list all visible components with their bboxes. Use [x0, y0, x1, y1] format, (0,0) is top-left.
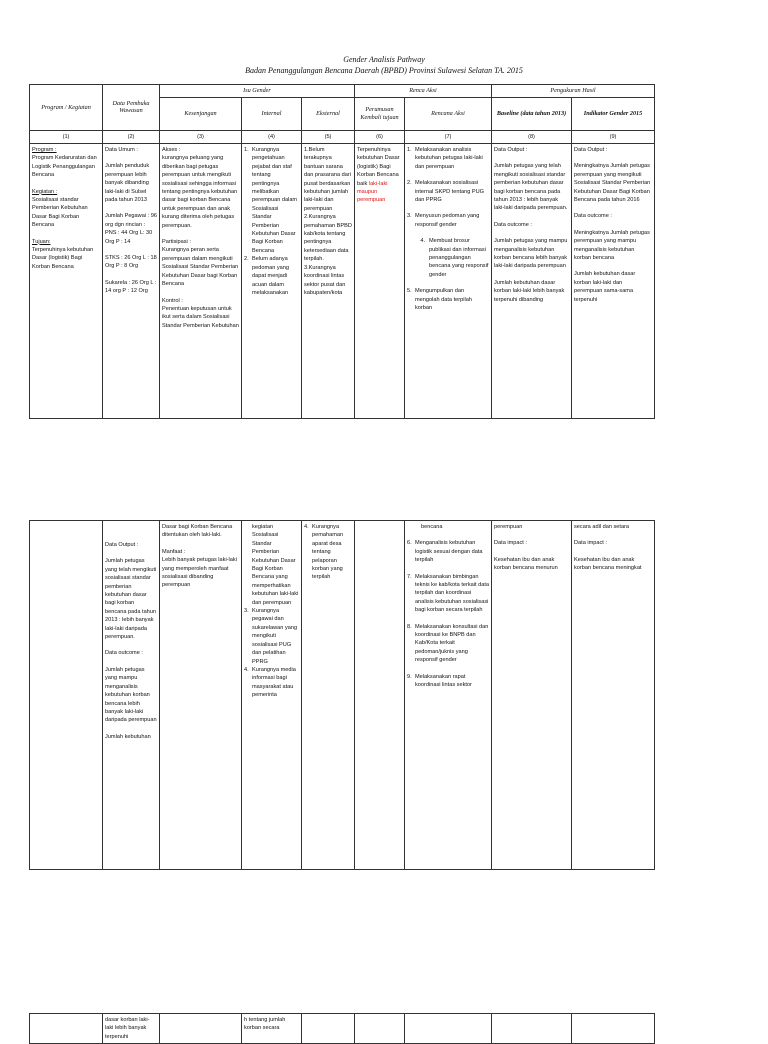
data-umum-text: Jumlah penduduk perempuan lebih banyak dibanding laki-laki di Sulsel pada tahun 2013 — [105, 163, 150, 204]
header-isu-gender: Isu Gender — [160, 85, 355, 98]
data-impact-label: Data impact : — [494, 540, 527, 547]
list-item: 4. Membuat brosur publikasi dan informasi penanggulangan bencana yang responsif gender — [420, 238, 489, 278]
column-number: (2) — [103, 130, 160, 143]
data-impact-text: Kesehatan ibu dan anak korban bencana meningkat — [574, 556, 642, 572]
baseline-continued: perempuan — [494, 524, 523, 530]
header-internal: Internal — [242, 97, 302, 130]
list-item: 6. Menganalisis kebutuhan logistik sesuai dengan data terpilah — [407, 540, 483, 564]
cell-baseline — [492, 144, 572, 419]
data-output-text: Jumlah petugas yang telah mengikuti sosialisasi standar pemberian kebutuhan dasar bagi korban bencana pada tahun 2013 : lebih banyak laki-laki daripada perempuan. — [494, 163, 568, 212]
list-item: 8. Melaksanakan konsultasi dan koordinasi ke BNPB dan Kab/Kota terkait pedoman/juknis yang responsif gender — [407, 623, 489, 664]
data-outcome-label: Data outcome : — [105, 650, 143, 657]
sukarela-text: Sukarela : 26 Org L : 14 org P : 12 Org — [105, 279, 157, 295]
gap-table-page-3 — [29, 1013, 655, 1044]
data-outcome-label: Data outcome : — [574, 213, 612, 220]
list-item: 3.Kurangnya koordinasi lintas sektor pusat dan kabupaten/kota — [304, 264, 346, 296]
cell-eksternal — [302, 521, 355, 870]
data-umum-label: Data Umum : — [105, 147, 138, 153]
header-pengukuran: Pengukuran Hasil — [492, 85, 655, 98]
cell-kesenjangan — [160, 144, 242, 419]
data-output-label: Data Output : — [574, 147, 608, 153]
cell-data-pembuka — [103, 521, 160, 870]
list-item: 2. Belum adanya pedoman yang dapat menjadi acuan dalam melaksanakan — [244, 256, 290, 296]
column-number: (8) — [492, 130, 572, 143]
list-item: 3. Kurangnya pegawai dan sukarelawan yang mengikuti sosialisasi PUG dan pelatihan PPRG — [244, 608, 298, 665]
kegiatan-text: Sosialisasi standar Pemberian Kebutuhan Dasar Bagi Korban Bencana — [32, 197, 88, 229]
list-item: 2.Kurangnya pemahaman BPBD kab/kota tentang pentingnya ketersediaan data terpilah. — [304, 214, 352, 263]
data-outcome-text: Jumlah petugas yang mampu menganalisis kebutuhan korban bencana lebih banyak laki-laki daripada perempuan — [105, 666, 157, 724]
jumlah-pegawai-text: Jumlah Pegawai : 96 org dgn rincian : PNS : 44 Org L: 30 Org P : 14 — [105, 213, 157, 245]
cell-perumusan — [355, 521, 405, 870]
column-number: (4) — [242, 130, 302, 143]
header-perumusan: Perumusan Kembali tujuan — [355, 97, 405, 130]
data-outcome-label: Data outcome : — [494, 221, 532, 228]
akses-text: kurangnya peluang yang diberikan bagi petugas perempuan untuk mengikuti sosialisasi sehingga informasi tentang pentingnya kebutuhan dasar bagi korban Bencana untuk perempuan dan anak kurang diterima oleh petugas perempuan. — [162, 155, 238, 229]
tujuan-text: Terpenuhinya kebutuhan Dasar (logistik) Bagi Korban Bencana — [32, 247, 94, 270]
cell-eksternal — [302, 1014, 355, 1044]
cell-indikator — [572, 144, 655, 419]
kegiatan-label: Kegiatan : — [32, 188, 58, 195]
cell-program — [30, 144, 103, 419]
partisipasi-label: Partisipasi : — [162, 239, 191, 246]
internal-continued: kegiatan Sosialisasi Standar Pemberian Kebutuhan Dasar Bagi Korban Bencana yang memperhatikan kebutuhan laki-laki dan perempuan — [252, 524, 299, 606]
cell-kesenjangan — [160, 1014, 242, 1044]
document-subtitle: Badan Penanggulangan Bencana Daerah (BPBD) Provinsi Sulawesi Selatan TA. 2015 — [245, 66, 523, 75]
data-output-text: Meningkatnya Jumlah petugas perempuan yang mengikuti Sosialisasi Standar Pemberian Kebutuhan Dasar Bagi Korban Bencana pada tahun 2016 — [574, 163, 651, 204]
list-item: 1.Belum terakupnya bantuan sarana dan prasarana dari pusat berdasarkan kebutuhan jumlah laki-laki dan perempuan — [304, 147, 351, 212]
data-output-label: Data Output : — [105, 542, 139, 548]
manfaat-label: Manfaat : — [162, 548, 186, 555]
data-impact-text: Kesehatan ibu dan anak korban bencana menurun — [494, 556, 558, 572]
cell-perumusan — [355, 1014, 405, 1044]
header-kesenjangan: Kesenjangan — [160, 97, 242, 130]
cell-rencana-aksi — [405, 521, 492, 870]
cell-kesenjangan — [160, 521, 242, 870]
cell-internal: h tentang jumlah korban secara — [242, 1014, 302, 1044]
perumusan-highlight: laki-laki maupun perempuan — [357, 180, 388, 204]
cell-internal — [242, 521, 302, 870]
cell-eksternal — [302, 144, 355, 419]
column-number: (7) — [405, 130, 492, 143]
cell-indikator — [572, 1014, 655, 1044]
list-item: 1. Melaksanakan analisis kebutuhan petugas laki-laki dan perempuan — [407, 147, 483, 170]
list-item: 5. Mengumpulkan dan mengolah data terpilah korban — [407, 288, 472, 312]
program-label: Program : — [32, 147, 57, 153]
data-outcome-text: Meningkatnya Jumlah petugas perempuan yang mampu menganalisis kebutuhan korban bencana — [574, 229, 650, 262]
cell-perumusan — [355, 144, 405, 419]
kebutuhan-text: Jumlah kebutuhan dasar korban laki-laki dan perempuan sama-sama terpenuhi — [574, 271, 636, 303]
indikator-continued: secara adil dan setara — [574, 524, 630, 530]
column-number: (5) — [302, 130, 355, 143]
column-number: (9) — [572, 130, 655, 143]
list-item: 4. Kurangnya media informasi bagi masyarakat atau pemerinta — [244, 666, 296, 699]
gap-table-page-2 — [29, 520, 655, 870]
akses-label: Akses : — [162, 147, 181, 153]
list-item: 3. Menyusun pedoman yang responsif gender — [407, 213, 480, 228]
perumusan-text: Terpenuhinya kebutuhan Dasar (logistik) Bagi Korban Bencana baik — [357, 147, 400, 187]
cell-program — [30, 521, 103, 870]
kebutuhan-text: Jumlah kebutuhan dasar korban laki-laki lebih banyak terpenuhi dibanding — [494, 279, 565, 303]
list-item: 9. Melaksanakan rapat koordinasi lintas sektor — [407, 673, 472, 689]
data-outcome-text: Jumlah petugas yang mampu menganalisis kebutuhan korban bencana lebih banyak laki-laki daripada perempuan — [494, 238, 568, 270]
header-baseline: Baseline (data tahun 2013) — [492, 97, 572, 130]
column-number: (1) — [30, 130, 103, 143]
cell-program — [30, 1014, 103, 1044]
stks-text: STKS : 26 Org L : 18 Org P : 8 Org — [105, 255, 157, 270]
data-output-label: Data Output : — [494, 147, 528, 153]
cell-rencana-aksi — [405, 1014, 492, 1044]
list-item: 2. Melaksanakan sosialisasi internal SKPD tentang PUG dan PPRG — [407, 180, 485, 204]
header-eksternal: Eksternal — [302, 97, 355, 130]
rencana-continued: bencana — [421, 524, 443, 530]
cell-data-pembuka: dasar korban laki-laki lebih banyak terpenuhi — [103, 1014, 160, 1044]
header-indikator: Indikator Gender 2015 — [572, 97, 655, 130]
cell-baseline — [492, 521, 572, 870]
manfaat-text: Lebih banyak petugas laki-laki yang memperoleh manfaat sosialisasi dibanding perempuan — [162, 557, 237, 589]
kontrol-label: Kontrol : — [162, 297, 183, 304]
program-text: Program Kedaruratan dan Logistik Penanggulangan Bencana — [32, 155, 97, 179]
tujuan-label: Tujuan: — [32, 238, 51, 245]
cell-rencana-aksi — [405, 144, 492, 419]
kontrol-text: Penentuan keputusan untuk ikut serta dalam Sosialisasi Standar Pemberian Kebutuhan — [162, 305, 239, 329]
header-rencana-aksi: Rencana Aksi — [405, 97, 492, 130]
gap-table-page-1 — [29, 84, 655, 419]
list-item: 4. Kurangnya pemahaman aparat desa tentang pelaporan korban yang terpilah — [304, 524, 344, 581]
kebutuhan-text: Jumlah kebutuhan — [105, 733, 151, 740]
header-program: Program / Kegiatan — [30, 85, 103, 131]
data-output-text: Jumlah petugas yang telah mengikuti sosialisasi standar pemberian kebutuhan dasar bagi korban bencana pada tahun 2013 : lebih banyak laki-laki daripada perempuan. — [105, 558, 157, 641]
header-renca-aksi: Renca Aksi — [355, 85, 492, 98]
document-title: Gender Analisis Pathway — [343, 55, 425, 64]
partisipasi-text: Kurangnya peran serta perempuan dalam mengikuti Sosialisasi Standar Pemberian Kebutuhan Dasar bagi Korban Bencana — [162, 247, 239, 288]
header-data-pembuka: Data Pembuka Wawasan — [103, 85, 160, 131]
list-item: 7. Melaksanakan bimbingan teknis ke kab/kota terkait data terpilah dan koordinasi analisis kebutuhan sosialisasi bagi korban secara terpilah — [407, 573, 490, 614]
cell-data-pembuka — [103, 144, 160, 419]
column-number: (3) — [160, 130, 242, 143]
cell-indikator — [572, 521, 655, 870]
cell-baseline — [492, 1014, 572, 1044]
list-item: 1. Kurangnya pengetahuan pejabat dan staf tentang pentingnya melibatkan perempuan dalam Sosialisasi Standar Pemberian Kebutuhan Dasar Bagi Korban Bencana — [244, 147, 298, 254]
column-number: (6) — [355, 130, 405, 143]
kontrol-continued: Dasar bagi Korban Bencana ditentukan oleh laki-laki. — [162, 524, 233, 539]
cell-internal — [242, 144, 302, 419]
data-impact-label: Data impact : — [574, 540, 607, 547]
